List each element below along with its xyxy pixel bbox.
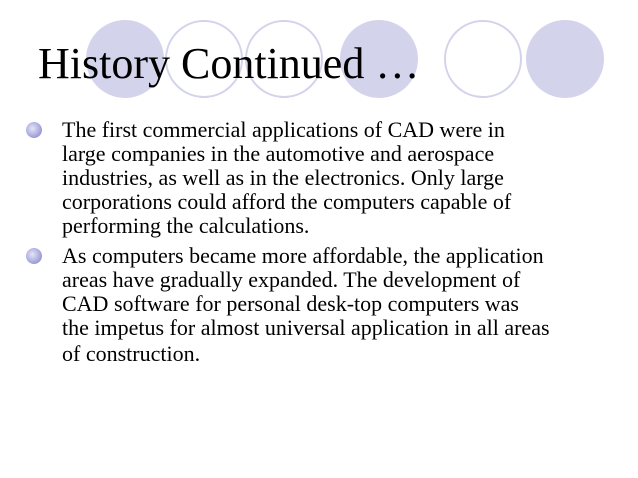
decor-circle-6 bbox=[526, 20, 604, 98]
bullet-text-line: of construction. bbox=[62, 341, 201, 366]
bullet-text-line: industries, as well as in the electronics. Only large bbox=[62, 165, 504, 190]
bullet-text-line: corporations could afford the computers capable of bbox=[62, 189, 512, 214]
bullet-item bbox=[22, 118, 612, 238]
bullet-text-line: the impetus for almost universal application in all areas bbox=[62, 315, 550, 340]
bullet-text-line: CAD software for personal desk-top computers was bbox=[62, 291, 519, 316]
bullet-circle-icon bbox=[22, 245, 46, 267]
slide-title: History Continued … bbox=[38, 39, 420, 88]
bullet-text-line: performing the calculations. bbox=[62, 213, 310, 238]
bullet-list bbox=[22, 118, 612, 374]
bullet-circle-icon bbox=[22, 119, 46, 141]
bullet-text-line: large companies in the automotive and aerospace bbox=[62, 141, 495, 166]
bullet-text-line: The first commercial applications of CAD were in bbox=[62, 117, 505, 142]
bullet-text-line: areas have gradually expanded. The development of bbox=[62, 267, 521, 292]
decor-circle-5 bbox=[445, 21, 521, 97]
bullet-item bbox=[22, 244, 612, 368]
bullet-text-line: As computers became more affordable, the application bbox=[62, 243, 544, 268]
